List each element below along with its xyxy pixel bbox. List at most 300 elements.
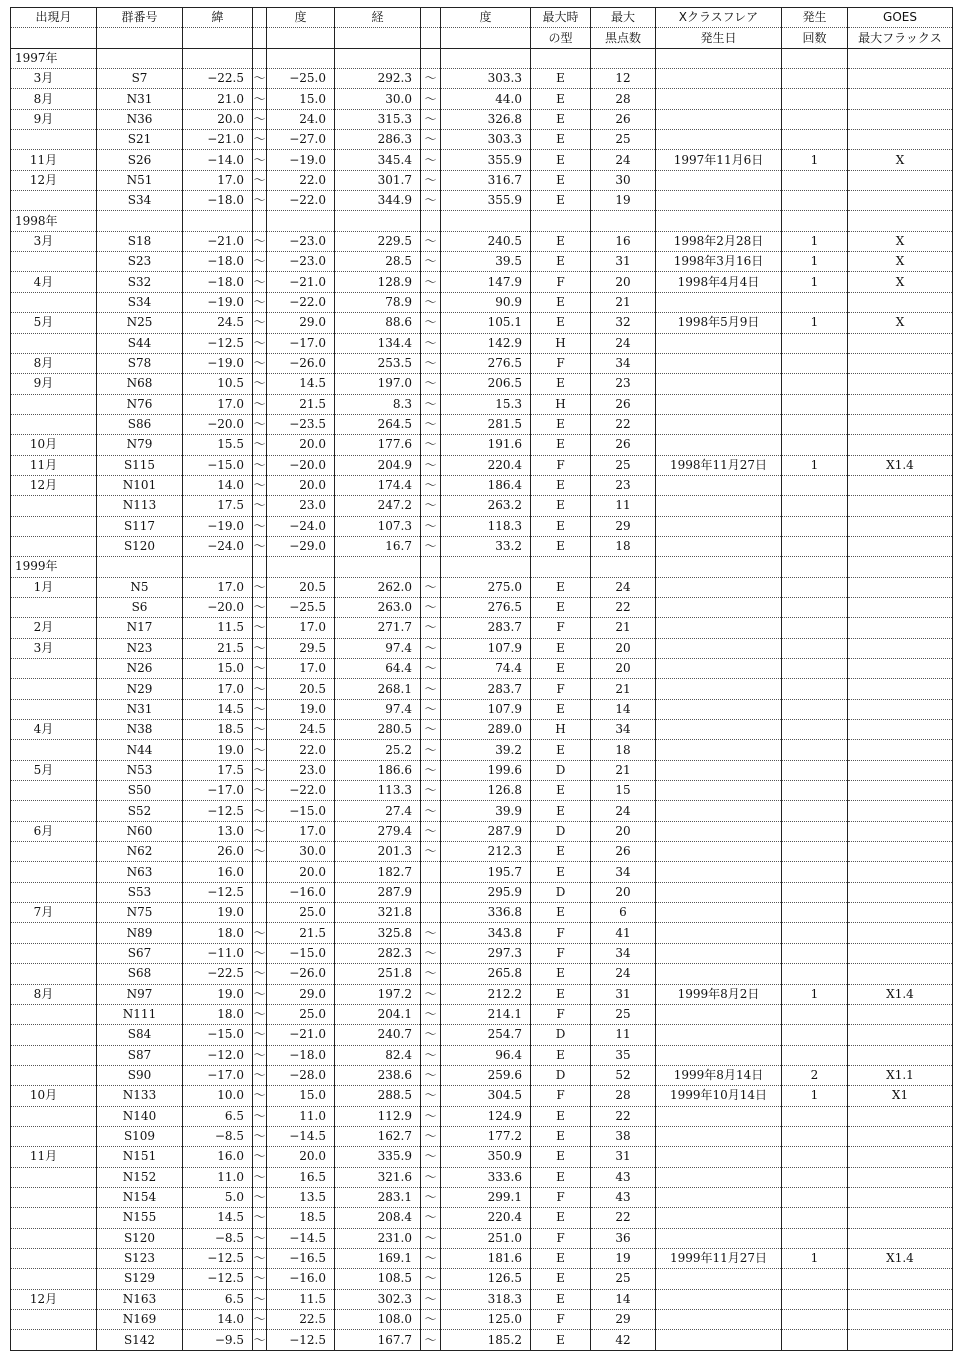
longitude-start-cell: 345.4 — [335, 150, 421, 170]
latitude-start-cell: −15.0 — [183, 455, 253, 475]
longitude-tilde: ～ — [421, 842, 441, 862]
max-count-cell: 18 — [591, 740, 656, 760]
occurrence-count-cell — [782, 1187, 848, 1207]
table-row — [11, 89, 953, 109]
empty-cell — [441, 211, 531, 231]
goes-flux-cell — [848, 882, 953, 902]
group-number-cell: S6 — [97, 597, 183, 617]
group-number-cell: S142 — [97, 1330, 183, 1350]
latitude-start-cell: −18.0 — [183, 272, 253, 292]
longitude-tilde: ～ — [421, 1248, 441, 1268]
xflare-date-cell — [656, 638, 782, 658]
empty-cell — [441, 557, 531, 577]
latitude-tilde: ～ — [253, 1045, 267, 1065]
max-count-cell: 19 — [591, 191, 656, 211]
goes-flux-cell — [848, 394, 953, 414]
max-count-cell: 22 — [591, 597, 656, 617]
header-row-2 — [11, 28, 953, 48]
latitude-tilde: ～ — [253, 781, 267, 801]
max-type-cell: E — [531, 252, 591, 272]
month-cell — [11, 923, 97, 943]
xflare-date-cell: 1999年11月27日 — [656, 1248, 782, 1268]
occurrence-count-cell — [782, 903, 848, 923]
longitude-start-cell: 64.4 — [335, 659, 421, 679]
table-row — [11, 842, 953, 862]
max-count-cell: 14 — [591, 699, 656, 719]
longitude-end-cell: 281.5 — [441, 414, 531, 434]
table-row — [11, 1004, 953, 1024]
longitude-start-cell: 321.6 — [335, 1167, 421, 1187]
header-longitude-b: 度 — [441, 8, 531, 28]
table-row — [11, 1126, 953, 1146]
latitude-tilde: ～ — [253, 1065, 267, 1085]
longitude-start-cell: 113.3 — [335, 781, 421, 801]
max-count-cell: 32 — [591, 313, 656, 333]
goes-flux-cell: X1.4 — [848, 984, 953, 1004]
xflare-date-cell — [656, 170, 782, 190]
xflare-date-cell — [656, 618, 782, 638]
max-type-cell: E — [531, 781, 591, 801]
latitude-end-cell: 11.0 — [267, 1106, 335, 1126]
group-number-cell: N89 — [97, 923, 183, 943]
empty-cell — [253, 557, 267, 577]
latitude-end-cell: −23.0 — [267, 252, 335, 272]
max-count-cell: 26 — [591, 109, 656, 129]
empty-cell — [656, 557, 782, 577]
latitude-start-cell: 11.5 — [183, 618, 253, 638]
month-cell: 7月 — [11, 903, 97, 923]
longitude-tilde: ～ — [421, 435, 441, 455]
xflare-date-cell — [656, 923, 782, 943]
max-type-cell: E — [531, 475, 591, 495]
month-cell — [11, 882, 97, 902]
latitude-end-cell: −15.0 — [267, 801, 335, 821]
latitude-end-cell: 24.5 — [267, 720, 335, 740]
latitude-start-cell: 15.0 — [183, 659, 253, 679]
latitude-tilde: ～ — [253, 597, 267, 617]
latitude-end-cell: 29.5 — [267, 638, 335, 658]
latitude-end-cell: −28.0 — [267, 1065, 335, 1085]
xflare-date-cell — [656, 1208, 782, 1228]
month-cell — [11, 1106, 97, 1126]
occurrence-count-cell: 2 — [782, 1065, 848, 1085]
goes-flux-cell — [848, 821, 953, 841]
latitude-end-cell: −12.5 — [267, 1330, 335, 1350]
longitude-start-cell: 186.6 — [335, 760, 421, 780]
table-row — [11, 1187, 953, 1207]
latitude-tilde: ～ — [253, 374, 267, 394]
latitude-start-cell: −12.5 — [183, 1269, 253, 1289]
max-type-cell: E — [531, 231, 591, 251]
longitude-tilde: ～ — [421, 516, 441, 536]
longitude-tilde: ～ — [421, 150, 441, 170]
max-count-cell: 21 — [591, 760, 656, 780]
latitude-tilde: ～ — [253, 821, 267, 841]
latitude-start-cell: 19.0 — [183, 740, 253, 760]
latitude-start-cell: 19.0 — [183, 903, 253, 923]
latitude-end-cell: 17.0 — [267, 618, 335, 638]
latitude-start-cell: −20.0 — [183, 414, 253, 434]
longitude-start-cell: 108.0 — [335, 1310, 421, 1330]
month-cell — [11, 1025, 97, 1045]
empty-cell — [848, 557, 953, 577]
occurrence-count-cell — [782, 191, 848, 211]
latitude-start-cell: −11.0 — [183, 943, 253, 963]
group-number-cell: N17 — [97, 618, 183, 638]
occurrence-count-cell — [782, 638, 848, 658]
latitude-start-cell: 24.5 — [183, 313, 253, 333]
latitude-end-cell: −16.0 — [267, 882, 335, 902]
max-type-cell: E — [531, 414, 591, 434]
longitude-end-cell: 126.8 — [441, 781, 531, 801]
xflare-date-cell — [656, 475, 782, 495]
longitude-tilde: ～ — [421, 679, 441, 699]
goes-flux-cell — [848, 1126, 953, 1146]
latitude-start-cell: 14.5 — [183, 699, 253, 719]
max-count-cell: 28 — [591, 1086, 656, 1106]
latitude-end-cell: 30.0 — [267, 842, 335, 862]
header2-goes-max-flux: 最大フラックス — [848, 28, 953, 48]
table-row — [11, 170, 953, 190]
latitude-end-cell: 19.0 — [267, 699, 335, 719]
max-type-cell: E — [531, 1167, 591, 1187]
longitude-tilde: ～ — [421, 1330, 441, 1350]
xflare-date-cell — [656, 801, 782, 821]
longitude-end-cell: 254.7 — [441, 1025, 531, 1045]
header-blank — [421, 8, 441, 28]
longitude-start-cell: 204.9 — [335, 455, 421, 475]
group-number-cell: N154 — [97, 1187, 183, 1207]
month-cell: 9月 — [11, 109, 97, 129]
table-row — [11, 435, 953, 455]
longitude-tilde — [421, 903, 441, 923]
group-number-cell: S53 — [97, 882, 183, 902]
month-cell — [11, 740, 97, 760]
empty-cell — [656, 211, 782, 231]
group-number-cell: N133 — [97, 1086, 183, 1106]
header-longitude-a: 経 — [335, 8, 421, 28]
latitude-start-cell: 17.0 — [183, 394, 253, 414]
goes-flux-cell — [848, 597, 953, 617]
longitude-end-cell: 147.9 — [441, 272, 531, 292]
group-number-cell: N68 — [97, 374, 183, 394]
latitude-end-cell: −22.0 — [267, 781, 335, 801]
longitude-end-cell: 318.3 — [441, 1289, 531, 1309]
latitude-tilde: ～ — [253, 923, 267, 943]
group-number-cell: N60 — [97, 821, 183, 841]
goes-flux-cell: X1.1 — [848, 1065, 953, 1085]
xflare-date-cell — [656, 760, 782, 780]
xflare-date-cell — [656, 109, 782, 129]
longitude-end-cell: 259.6 — [441, 1065, 531, 1085]
month-cell: 11月 — [11, 1147, 97, 1167]
occurrence-count-cell — [782, 801, 848, 821]
table-row — [11, 1106, 953, 1126]
occurrence-count-cell — [782, 1106, 848, 1126]
group-number-cell: S120 — [97, 536, 183, 556]
group-number-cell: S87 — [97, 1045, 183, 1065]
latitude-end-cell: −17.0 — [267, 333, 335, 353]
occurrence-count-cell — [782, 394, 848, 414]
latitude-tilde: ～ — [253, 414, 267, 434]
xflare-date-cell: 1999年10月14日 — [656, 1086, 782, 1106]
max-type-cell: H — [531, 394, 591, 414]
max-type-cell: E — [531, 292, 591, 312]
empty-cell — [253, 48, 267, 68]
occurrence-count-cell — [782, 964, 848, 984]
occurrence-count-cell — [782, 740, 848, 760]
max-count-cell: 29 — [591, 1310, 656, 1330]
latitude-tilde: ～ — [253, 1228, 267, 1248]
longitude-start-cell: 162.7 — [335, 1126, 421, 1146]
longitude-start-cell: 107.3 — [335, 516, 421, 536]
longitude-start-cell: 301.7 — [335, 170, 421, 190]
latitude-end-cell: 15.0 — [267, 1086, 335, 1106]
max-count-cell: 21 — [591, 292, 656, 312]
max-count-cell: 18 — [591, 536, 656, 556]
table-row — [11, 475, 953, 495]
month-cell — [11, 699, 97, 719]
xflare-date-cell: 1997年11月6日 — [656, 150, 782, 170]
latitude-start-cell: 13.0 — [183, 821, 253, 841]
occurrence-count-cell — [782, 1004, 848, 1024]
longitude-tilde: ～ — [421, 923, 441, 943]
longitude-tilde — [421, 862, 441, 882]
longitude-end-cell: 355.9 — [441, 150, 531, 170]
latitude-start-cell: −22.5 — [183, 69, 253, 89]
table-row — [11, 374, 953, 394]
longitude-tilde: ～ — [421, 475, 441, 495]
group-number-cell: S117 — [97, 516, 183, 536]
latitude-start-cell: 26.0 — [183, 842, 253, 862]
occurrence-count-cell — [782, 923, 848, 943]
longitude-tilde: ～ — [421, 374, 441, 394]
xflare-date-cell — [656, 597, 782, 617]
empty-cell — [531, 48, 591, 68]
latitude-tilde: ～ — [253, 191, 267, 211]
longitude-end-cell: 118.3 — [441, 516, 531, 536]
max-count-cell: 43 — [591, 1187, 656, 1207]
month-cell — [11, 679, 97, 699]
table-row — [11, 1025, 953, 1045]
longitude-end-cell: 333.6 — [441, 1167, 531, 1187]
longitude-tilde: ～ — [421, 1004, 441, 1024]
latitude-start-cell: −12.0 — [183, 1045, 253, 1065]
group-number-cell: S129 — [97, 1269, 183, 1289]
max-type-cell: F — [531, 923, 591, 943]
latitude-start-cell: 19.0 — [183, 984, 253, 1004]
longitude-start-cell: 264.5 — [335, 414, 421, 434]
xflare-date-cell — [656, 1310, 782, 1330]
table-row — [11, 1330, 953, 1350]
xflare-date-cell — [656, 1025, 782, 1045]
empty-cell — [183, 211, 253, 231]
header-goes: GOES — [848, 8, 953, 28]
table-row — [11, 394, 953, 414]
max-count-cell: 34 — [591, 943, 656, 963]
max-count-cell: 35 — [591, 1045, 656, 1065]
xflare-date-cell: 1998年11月27日 — [656, 455, 782, 475]
latitude-end-cell: −29.0 — [267, 536, 335, 556]
longitude-tilde: ～ — [421, 801, 441, 821]
month-cell: 3月 — [11, 231, 97, 251]
latitude-start-cell: −18.0 — [183, 191, 253, 211]
latitude-end-cell: 25.0 — [267, 903, 335, 923]
month-cell: 3月 — [11, 638, 97, 658]
latitude-tilde: ～ — [253, 1147, 267, 1167]
table-row — [11, 720, 953, 740]
latitude-start-cell: 11.0 — [183, 1167, 253, 1187]
occurrence-count-cell — [782, 597, 848, 617]
xflare-date-cell — [656, 435, 782, 455]
group-number-cell: N75 — [97, 903, 183, 923]
occurrence-count-cell — [782, 862, 848, 882]
max-type-cell: E — [531, 638, 591, 658]
occurrence-count-cell — [782, 1310, 848, 1330]
table-row — [11, 1269, 953, 1289]
header-occurrence: 発生 — [782, 8, 848, 28]
max-type-cell: F — [531, 272, 591, 292]
latitude-start-cell: −15.0 — [183, 1025, 253, 1045]
latitude-tilde: ～ — [253, 170, 267, 190]
empty-cell — [335, 557, 421, 577]
longitude-end-cell: 355.9 — [441, 191, 531, 211]
table-row — [11, 516, 953, 536]
empty-cell — [782, 557, 848, 577]
max-type-cell: E — [531, 1330, 591, 1350]
header2-max-type: の型 — [531, 28, 591, 48]
occurrence-count-cell: 1 — [782, 455, 848, 475]
xflare-date-cell — [656, 292, 782, 312]
longitude-start-cell: 97.4 — [335, 699, 421, 719]
longitude-end-cell: 276.5 — [441, 597, 531, 617]
month-cell: 2月 — [11, 618, 97, 638]
max-type-cell: D — [531, 1025, 591, 1045]
latitude-end-cell: 22.0 — [267, 740, 335, 760]
max-type-cell: E — [531, 597, 591, 617]
longitude-end-cell: 212.2 — [441, 984, 531, 1004]
table-row — [11, 1167, 953, 1187]
latitude-end-cell: −14.5 — [267, 1126, 335, 1146]
longitude-tilde: ～ — [421, 740, 441, 760]
longitude-start-cell: 292.3 — [335, 69, 421, 89]
empty-cell — [267, 48, 335, 68]
latitude-end-cell: 17.0 — [267, 821, 335, 841]
longitude-end-cell: 304.5 — [441, 1086, 531, 1106]
max-count-cell: 22 — [591, 1208, 656, 1228]
month-cell — [11, 1228, 97, 1248]
latitude-end-cell: 20.0 — [267, 475, 335, 495]
header-max-count: 最大 — [591, 8, 656, 28]
goes-flux-cell — [848, 638, 953, 658]
max-type-cell: E — [531, 1208, 591, 1228]
longitude-start-cell: 315.3 — [335, 109, 421, 129]
month-cell — [11, 842, 97, 862]
occurrence-count-cell: 1 — [782, 1248, 848, 1268]
max-count-cell: 11 — [591, 1025, 656, 1045]
max-count-cell: 25 — [591, 130, 656, 150]
longitude-start-cell: 134.4 — [335, 333, 421, 353]
occurrence-count-cell — [782, 170, 848, 190]
max-type-cell: E — [531, 699, 591, 719]
max-count-cell: 19 — [591, 1248, 656, 1268]
xflare-date-cell — [656, 1330, 782, 1350]
longitude-start-cell: 169.1 — [335, 1248, 421, 1268]
max-type-cell: D — [531, 882, 591, 902]
month-cell — [11, 1126, 97, 1146]
longitude-end-cell: 283.7 — [441, 679, 531, 699]
latitude-end-cell: −16.0 — [267, 1269, 335, 1289]
longitude-end-cell: 186.4 — [441, 475, 531, 495]
longitude-end-cell: 265.8 — [441, 964, 531, 984]
latitude-end-cell: −23.5 — [267, 414, 335, 434]
max-count-cell: 24 — [591, 801, 656, 821]
max-count-cell: 20 — [591, 638, 656, 658]
month-cell — [11, 597, 97, 617]
longitude-start-cell: 204.1 — [335, 1004, 421, 1024]
longitude-start-cell: 174.4 — [335, 475, 421, 495]
latitude-end-cell: 20.0 — [267, 435, 335, 455]
group-number-cell: S86 — [97, 414, 183, 434]
table-row — [11, 1228, 953, 1248]
goes-flux-cell — [848, 1167, 953, 1187]
xflare-date-cell — [656, 333, 782, 353]
xflare-date-cell — [656, 862, 782, 882]
group-number-cell: N31 — [97, 89, 183, 109]
xflare-date-cell — [656, 69, 782, 89]
max-count-cell: 28 — [591, 89, 656, 109]
longitude-tilde: ～ — [421, 1289, 441, 1309]
occurrence-count-cell — [782, 1147, 848, 1167]
longitude-tilde: ～ — [421, 313, 441, 333]
table-body — [11, 8, 953, 1351]
latitude-end-cell: 21.5 — [267, 394, 335, 414]
latitude-start-cell: 17.5 — [183, 760, 253, 780]
latitude-end-cell: 20.5 — [267, 577, 335, 597]
table-row — [11, 618, 953, 638]
latitude-tilde: ～ — [253, 475, 267, 495]
group-number-cell: N62 — [97, 842, 183, 862]
goes-flux-cell — [848, 89, 953, 109]
latitude-end-cell: 24.0 — [267, 109, 335, 129]
latitude-start-cell: −12.5 — [183, 801, 253, 821]
goes-flux-cell — [848, 577, 953, 597]
latitude-tilde: ～ — [253, 842, 267, 862]
goes-flux-cell — [848, 923, 953, 943]
xflare-date-cell — [656, 659, 782, 679]
xflare-date-cell — [656, 496, 782, 516]
occurrence-count-cell — [782, 1126, 848, 1146]
month-cell: 10月 — [11, 1086, 97, 1106]
latitude-tilde: ～ — [253, 252, 267, 272]
latitude-end-cell: 15.0 — [267, 89, 335, 109]
longitude-tilde: ～ — [421, 89, 441, 109]
max-type-cell: E — [531, 842, 591, 862]
longitude-tilde: ～ — [421, 1126, 441, 1146]
latitude-tilde: ～ — [253, 720, 267, 740]
xflare-date-cell — [656, 1269, 782, 1289]
group-number-cell: S18 — [97, 231, 183, 251]
longitude-start-cell: 251.8 — [335, 964, 421, 984]
month-cell — [11, 414, 97, 434]
empty-cell — [97, 48, 183, 68]
max-count-cell: 15 — [591, 781, 656, 801]
longitude-tilde: ～ — [421, 1269, 441, 1289]
latitude-tilde: ～ — [253, 1004, 267, 1024]
latitude-start-cell: 21.5 — [183, 638, 253, 658]
latitude-start-cell: −19.0 — [183, 292, 253, 312]
header2-xflare-date: 発生日 — [656, 28, 782, 48]
